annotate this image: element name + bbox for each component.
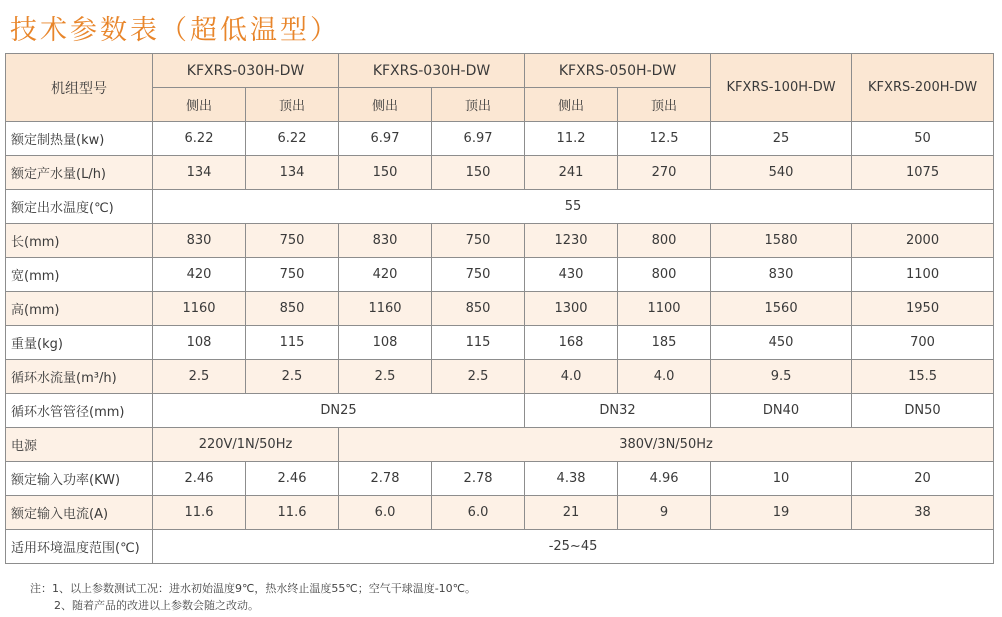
cell: 2.78: [432, 462, 525, 496]
cell: DN25: [153, 394, 525, 428]
outlet-side: 侧出: [525, 88, 618, 122]
cell: 540: [711, 156, 852, 190]
row-rated-water-output: [6, 156, 994, 190]
cell: 270: [618, 156, 711, 190]
cell: 800: [618, 258, 711, 292]
row-label: 电源: [6, 428, 153, 462]
cell: 150: [432, 156, 525, 190]
row-width: [6, 258, 994, 292]
cell: 20: [852, 462, 994, 496]
cell: 6.0: [432, 496, 525, 530]
row-label: 额定制热量(kw): [6, 122, 153, 156]
footnotes: [30, 580, 476, 614]
cell: 450: [711, 326, 852, 360]
cell: 241: [525, 156, 618, 190]
row-label: 宽(mm): [6, 258, 153, 292]
cell: 220V/1N/50Hz: [153, 428, 339, 462]
cell: 11.2: [525, 122, 618, 156]
page-title: 技术参数表（超低温型）: [10, 15, 340, 46]
cell: 168: [525, 326, 618, 360]
outlet-side: 侧出: [153, 88, 246, 122]
cell: 150: [339, 156, 432, 190]
row-label: 适用环境温度范围(℃): [6, 530, 153, 564]
row-length: [6, 224, 994, 258]
model-200h-dw: KFXRS-200H-DW: [852, 54, 994, 122]
cell: 2.46: [246, 462, 339, 496]
cell: 6.22: [153, 122, 246, 156]
row-label: 高(mm): [6, 292, 153, 326]
cell: 830: [153, 224, 246, 258]
outlet-side: 侧出: [339, 88, 432, 122]
cell: 19: [711, 496, 852, 530]
row-weight: [6, 326, 994, 360]
cell: 10: [711, 462, 852, 496]
cell: 108: [339, 326, 432, 360]
model-100h-dw: KFXRS-100H-DW: [711, 54, 852, 122]
cell: 21: [525, 496, 618, 530]
cell: 115: [246, 326, 339, 360]
cell: 700: [852, 326, 994, 360]
cell: 750: [246, 258, 339, 292]
cell: 134: [153, 156, 246, 190]
cell: 25: [711, 122, 852, 156]
cell: 420: [153, 258, 246, 292]
cell: DN32: [525, 394, 711, 428]
cell: 115: [432, 326, 525, 360]
cell: 830: [339, 224, 432, 258]
outlet-top: 顶出: [618, 88, 711, 122]
cell: 830: [711, 258, 852, 292]
row-rated-input-power: [6, 462, 994, 496]
cell: 850: [432, 292, 525, 326]
cell: 1560: [711, 292, 852, 326]
cell: 185: [618, 326, 711, 360]
cell: 750: [432, 258, 525, 292]
cell: 4.96: [618, 462, 711, 496]
cell: 2.46: [153, 462, 246, 496]
cell: 55: [153, 190, 994, 224]
cell: 11.6: [153, 496, 246, 530]
row-label: 额定出水温度(℃): [6, 190, 153, 224]
row-label: 额定输入电流(A): [6, 496, 153, 530]
note-line-1: 注：1、以上参数测试工况：进水初始温度9℃，热水终止温度55℃；空气干球温度-10℃。: [30, 582, 477, 595]
header-row-models: [6, 54, 994, 88]
cell: 6.97: [432, 122, 525, 156]
row-height: [6, 292, 994, 326]
cell: 6.22: [246, 122, 339, 156]
cell: 750: [246, 224, 339, 258]
spec-table: [5, 53, 994, 564]
row-power-supply: [6, 428, 994, 462]
cell: 380V/3N/50Hz: [339, 428, 994, 462]
cell: 1100: [852, 258, 994, 292]
row-rated-input-current: [6, 496, 994, 530]
cell: 4.0: [525, 360, 618, 394]
cell: 1160: [153, 292, 246, 326]
row-ambient-range: [6, 530, 994, 564]
cell: 4.38: [525, 462, 618, 496]
cell: 11.6: [246, 496, 339, 530]
row-label: 重量(kg): [6, 326, 153, 360]
outlet-top: 顶出: [432, 88, 525, 122]
note-line-2: 2、随着产品的改进以上参数会随之改动。: [54, 599, 259, 612]
cell: 6.0: [339, 496, 432, 530]
cell: 1100: [618, 292, 711, 326]
cell: 9: [618, 496, 711, 530]
row-outlet-temperature: [6, 190, 994, 224]
row-label: 额定输入功率(KW): [6, 462, 153, 496]
cell: 2.5: [246, 360, 339, 394]
cell: 6.97: [339, 122, 432, 156]
cell: 50: [852, 122, 994, 156]
cell: 850: [246, 292, 339, 326]
cell: 4.0: [618, 360, 711, 394]
row-label: 额定产水量(L/h): [6, 156, 153, 190]
cell: 420: [339, 258, 432, 292]
cell: DN40: [711, 394, 852, 428]
cell: 1160: [339, 292, 432, 326]
row-label: 循环水管管径(mm): [6, 394, 153, 428]
cell: 9.5: [711, 360, 852, 394]
cell: 430: [525, 258, 618, 292]
cell: -25~45: [153, 530, 994, 564]
cell: 2.5: [339, 360, 432, 394]
cell: 2000: [852, 224, 994, 258]
model-030h-dw-a: KFXRS-030H-DW: [153, 54, 339, 88]
cell: DN50: [852, 394, 994, 428]
cell: 2.5: [432, 360, 525, 394]
row-circulating-flow: [6, 360, 994, 394]
cell: 38: [852, 496, 994, 530]
row-label: 循环水流量(m³/h): [6, 360, 153, 394]
outlet-top: 顶出: [246, 88, 339, 122]
cell: 750: [432, 224, 525, 258]
cell: 1230: [525, 224, 618, 258]
cell: 15.5: [852, 360, 994, 394]
cell: 2.5: [153, 360, 246, 394]
row-rated-heating: [6, 122, 994, 156]
cell: 108: [153, 326, 246, 360]
model-050h-dw: KFXRS-050H-DW: [525, 54, 711, 88]
cell: 134: [246, 156, 339, 190]
cell: 1300: [525, 292, 618, 326]
row-label: 长(mm): [6, 224, 153, 258]
row-pipe-diameter: [6, 394, 994, 428]
cell: 1950: [852, 292, 994, 326]
cell: 2.78: [339, 462, 432, 496]
model-header-label: 机组型号: [6, 54, 153, 122]
cell: 1075: [852, 156, 994, 190]
model-030h-dw-b: KFXRS-030H-DW: [339, 54, 525, 88]
cell: 12.5: [618, 122, 711, 156]
cell: 800: [618, 224, 711, 258]
cell: 1580: [711, 224, 852, 258]
